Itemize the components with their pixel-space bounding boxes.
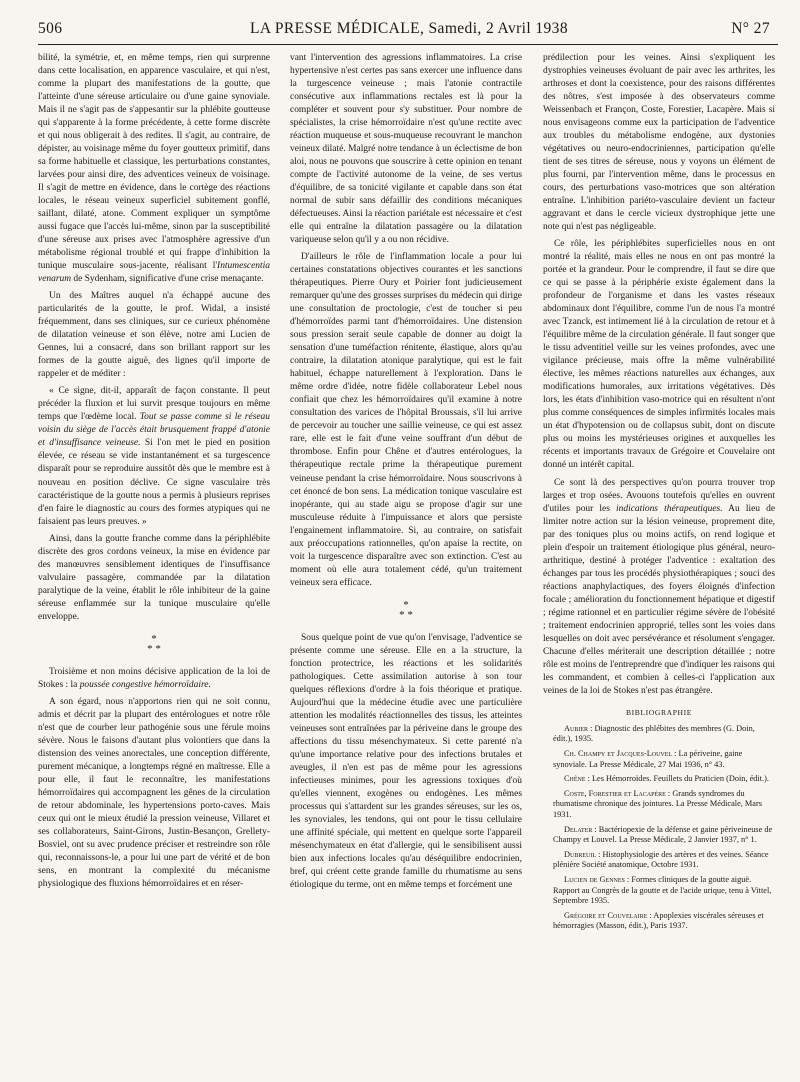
paragraph: Ce sont là des perspectives qu'on pourra trouver trop larges et trop osées. Avouons toutefois qu'elles en ouvrent d'utiles pour les indications thérapeutiques. Au lieu de limiter notre action sur la lésion veineuse, proprement dite, par des toniques plus ou moins actifs, on rend logique et plein d'espoir un traitement étiologique plus général, neuro-arthritique, destiné à protéger l'adventice : exaltation des échanges par tous les procédés physiothérapiques ; souci des réactions anaphylactiques, des foyers éloignés d'infection focale ; amélioration du fonctionnement hépatique et digestif ; régime rationnel et en particulier régime sévère de l'obésité ; traitement endocrinien approprié, telles sont les voies dans lesquelles on doit avec persévérance et résolument s'engager. Chacune d'elles mériterait une description détaillée ; notre rôle est moins de l'entreprendre que d'indiquer les raisons qui les commandent, et combien à celles-ci l'application aux veines de la loi de Stokes n'est pas étrangère. (543, 477, 776, 696)
paragraph: A son égard, nous n'apportons rien qui ne soit connu, admis et décrit par la plupart des entérologues et notre rôle n'est que de courber leur pathogénie sous une férule moins sévère. Nous le faisons d'autant plus volontiers que dans la distension des veines anorectales, une conception différente, purement mécanique, a longtemps régné en maîtresse. Elle a pour elle, il faut le reconnaître, les manifestations hémorroïdaires qui accompagnent les gênes de la circulation de retour abdominale, les hypertensions porto-caves. Mais ceux qui ont le mieux étudié la pression veineuse, Villaret et ses collaborateurs, Saint-Girons, Justin-Besançon, Grellety-Bosviel, ont su avec prudence préciser et restreindre son rôle qui, reconnaissons-le, a pour lui une part de vérité et de bon sens, en montrant la complexité du mécanisme physiologique des fluxions hémorroïdaires et en réser- (38, 696, 270, 889)
bibliography-entry: Grégoire et Couvelaire : Apoplexies viscérales séreuses et hémorragies (Masson, édit.), Paris 1937. (553, 910, 764, 931)
paragraph: prédilection pour les veines. Ainsi s'expliquent les dystrophies veineuses évoluant de pair avec les arthrites, les arthroses et dont la coexistence, pour des raisons différentes des nôtres, s'est imposée à des observateurs comme Weissenbach et Françon, Coste, Forestier, Lacapère. Mais si nous envisageons comme eux la participation de l'adventice aux troubles du métabolisme endogène, aux dystonies végétatives ou neuro-endocriniennes, participation qu'elle tient de ses titres de séreuse, nous y voyons un élément de plus fourni, par l'intervention même, dans le processus en cours, des perturbations vaso-motrices que son altération entraîne. L'inhibition pariéto-vasculaire devient un facteur aggravant et dans le cercle vicieux dystrophique jette une note qui n'est pas négligeable. (543, 53, 775, 233)
bibliography-entry: Aubier : Diagnostic des phlébites des membres (G. Doin, édit.), 1935. (553, 723, 755, 744)
paragraph: bilité, la symétrie, et, en même temps, rien qui surprenne dans cette localisation, en apparence vasculaire, et qui n'est, comme la plupart des manifestations de la goutte, que l'atteinte d'une séreuse articulaire ou d'une gaine synoviale. Mais il ne s'agit pas de s'appesantir sur la phlébite goutteuse qui s'apparente à la forme précédente, à cette forme discrète et qui nous obligerait à des redites. Il s'agit, au contraire, de dépister, au voisinage même du foyer goutteux primitif, dans sa forme habituelle et classique, les perturbations constantes, larvées pour ainsi dire, des adventices veineux de voisinage. Il s'agit de mettre en évidence, dans le cortège des réactions locales, le réseau veineux superficiel subitement gonflé, saillant, dilaté, atone. Comment expliquer un symptôme aussi fugace que l'accès lui-même, sinon par la susceptibilité d'une séreuse aux prises avec l'atmosphère agressive d'un métabolisme régional troublé et qui frappe d'inhibition la tunique musculaire sous-jacente, réalisant l'Intumescentia venarum de Sydenham, significative d'une crise menaçante. (38, 53, 270, 285)
bibliography-entry: Dubreuil : Histophysiologie des artères et des veines. Séance plénière Société anatomique, Octobre 1931. (553, 849, 769, 870)
bibliography-entry: Lucien de Gennes : Formes cliniques de la goutte aiguë. Rapport au Congrès de la goutte et de l'acide urique, tenu à Vittel, Septembre 1935. (553, 874, 772, 906)
paragraph: Sous quelque point de vue qu'on l'envisage, l'adventice se présente comme une séreuse. Elle en a la structure, la fonction protectrice, les réactions et les solidarités pathologiques. Cette assimilation autorise à son tour quelques réflexions d'ordre à la fois théorique et pratique. Aujourd'hui que la médecine étudie avec une particulière attention les modalités réactionnelles des tissus, les atteintes veineuses sont entraînées par la périveine dans le groupe des affections du tissu mésenchymateux. Si cette parenté n'a qu'une importance relative pour des infections brutales et aveugles, il n'en est pas de même pour les agressions infectieuses minimes, pour les agressions toxiques d'où qu'elles viennent, exogènes ou endogènes. Les mêmes processus qui s'attardent sur les grandes séreuses, sur les os, les synoviales, les tendons, qui ont pour le tissu cellulaire une affinité spéciale, qui mettent en quelque sorte l'appareil mésenchymateux en état d'allergie, qui le sensibilisent aussi bien aux infections locales qu'au déséquilibre endocrinien, bref, qui créent cette grande famille du rhumatisme au sens étiologique du terme, ont en même temps et forcément une (290, 632, 522, 890)
bibliography-entry: Chêne : Les Hémorroïdes. Feuillets du Praticien (Doin, édit.). (564, 774, 769, 784)
section-separator: * * * (399, 598, 413, 621)
paragraph: Ce rôle, les périphlébites superficielles nous en ont montré la réalité, mais elles ne nous en ont pas montré la portée et la grandeur. Pour le comprendre, il faut se dire que ce qui se passe à la périphérie existe également dans la profondeur de l'organisme et dans les vastes réseaux abdominaux dont l'équilibre, comme l'un de nous l'a montré avec Tzanck, est intimement lié à la circulation de retour et à l'équilibre même de la circulation générale. Il faut songer que le tissu adventitiel veille sur les veines profondes, avec une vigilance précieuse, mais offre la même vulnérabilité élective, les mêmes réactions naturelles aux échanges, aux modifications humorales, aux irritations végétatives. Dès lors, les états d'inhibition vaso-motrice qui en résultent n'ont plus comme conséquences de simples infirmités locales mais un état d'hypotension ou de collapsus subit, dont on discute plus ou moins les mystérieuses origines et auxquelles les récents et importants travaux de Grégoire et Couvelaire ont donné un intérêt capital. (543, 239, 775, 471)
bibliography-title: BIBLIOGRAPHIE (625, 707, 693, 717)
bibliography-list (543, 724, 775, 932)
column-3 (543, 52, 775, 936)
column-1 (38, 52, 270, 895)
paragraph: Ainsi, dans la goutte franche comme dans la périphlébite discrète des gros cordons veineux, la mise en évidence par des manœuvres sensiblement identiques de l'insuffisance valvulaire passagère, commandée par la dilatation paralytique de la veine, établit le rôle inhibiteur de la gaine séreuse enflammée sur la tunique musculaire qu'elle enveloppe. (38, 533, 270, 622)
paragraph: Un des Maîtres auquel n'a échappé aucune des particularités de la goutte, le prof. Widal, a insisté fréquemment, dans ses cliniques, sur ce curieux phénomène de dilatation veineuse et son élève, notre ami Lucien de Gennes, lui a consacré, dans son brillant rapport sur les formes de la goutte aiguë, des lignes qu'il importe de rappeler et de méditer : (38, 291, 270, 380)
bibliography-entry: Ch. Champy et Jacques-Louvel : La périveine, gaine synoviale. La Presse Médicale, 27 Mai 1936, n° 43. (553, 748, 743, 769)
page-header (38, 18, 778, 45)
section-separator: * * * (147, 632, 161, 655)
issue-number: N° 27 (731, 20, 770, 37)
paragraph: D'ailleurs le rôle de l'inflammation locale a pour lui certaines constatations objectives courantes et les sanctions thérapeutiques. Pierre Oury et Poirier font judicieusement remarquer qu'une des grosses surprises du médecin qui dirige une consultation de proctologie, c'est de toucher si peu d'hémorroïdes parmi tant d'hémorroïdaires. Une distension sous pression serait seule capable de donner au doigt la sensation d'une tuméfaction rénitente, élastique, alors qu'au contraire, la dilatation atonique paralytique, qui est le fait habituel, échappe naturellement à l'exploration. Dans le même ordre d'idée, notre fidèle collaborateur Lebel nous confiait que chez les hémorroïdaires qu'il examine à notre consultation des varices de l'hôpital Broussais, s'il lui arrive de percevoir au toucher une saillie veineuse, ce qui est assez rare, elle est le fait d'une veine souffrant d'un début de thrombose. Enfin pour Chêne et d'autres entérologues, la thérapeutique rectale prime la thérapeutique purement veineuse pendant la crise hémorroïdaire. Nous souscrivons à cet énoncé de bon sens. La médication tonique vasculaire est inopérante, qui au stade aigu se propose d'agir sur une musculeuse réduite à l'impuissance et alors que persiste l'engainement inflammatoire. Si, au contraire, on satisfait aux préoccupations rationnelles, qu'on apaise la rectite, on voit la turgescence disparaître avec son extinction. C'est au moment où elle aura totalement cédé, qu'un traitement veineux sera efficace. (290, 252, 522, 588)
page-number: 506 (38, 20, 63, 37)
bibliography-entry: Delater : Bactériopexie de la défense et gaine périveineuse de Champy et Louvel. La Presse Médicale, 2 Janvier 1937, n° 1. (553, 824, 773, 845)
paragraph: Troisième et non moins décisive application de la loi de Stokes : la poussée congestive hémorroïdaire. (38, 666, 270, 690)
column-2 (290, 52, 522, 896)
quotation: « Ce signe, dit-il, apparaît de façon constante. Il peut précéder la fluxion et lui survit presque toujours en même temps que l'œdème local. Tout se passe comme si le réseau voisin du siège de l'accès était brusquement frappé d'atonie et d'insuffisance veineuse. Si l'on met le pied en position élevée, ce réseau se vide instantanément et sa turgescence disparaît pour se reproduire aussitôt dès que le membre est à nouveau en position déclive. Ce signe vasculaire très caractéristique de la goutte nous a permis à plusieurs reprises d'en faire le diagnostic au cours des formes atypiques qui ne faisaient pas leurs preuves. » (38, 386, 270, 527)
paragraph: vant l'intervention des agressions inflammatoires. La crise hypertensive n'est certes pas sans exercer une influence dans la turgescence veineuse ; mais l'atonie contractile consécutive aux inflammations rectales est là pour la compléter et souvent pour s'y substituer. Pour nombre de spécialistes, la crise hémorroïdaire n'est qu'une rectite avec réaction muqueuse et sous-muqueuse recouvrant le manchon veineux dilaté. Malgré notre tendance à un éclectisme de bon aloi, nous ne pouvons que souscrire à cette opinion en tenant compte de l'activité autonome de la veine, de ses vertus d'équilibre, de sa tonicité vigilante et capable dans son état normal de subir sans défaillir des conditions mécaniques défectueuses. Ainsi la réaction pariétale est nécessaire et c'est elle qui entraîne la dilatation passagère ou la dilatation variqueuse selon qu'il y a ou non récidive. (290, 53, 522, 246)
journal-title: LA PRESSE MÉDICALE, Samedi, 2 Avril 1938 (250, 20, 568, 37)
bibliography-entry: Coste, Forestier et Lacapère : Grands syndromes du rhumatisme chronique des jointures. La Presse Médicale, Mars 1931. (553, 788, 762, 819)
